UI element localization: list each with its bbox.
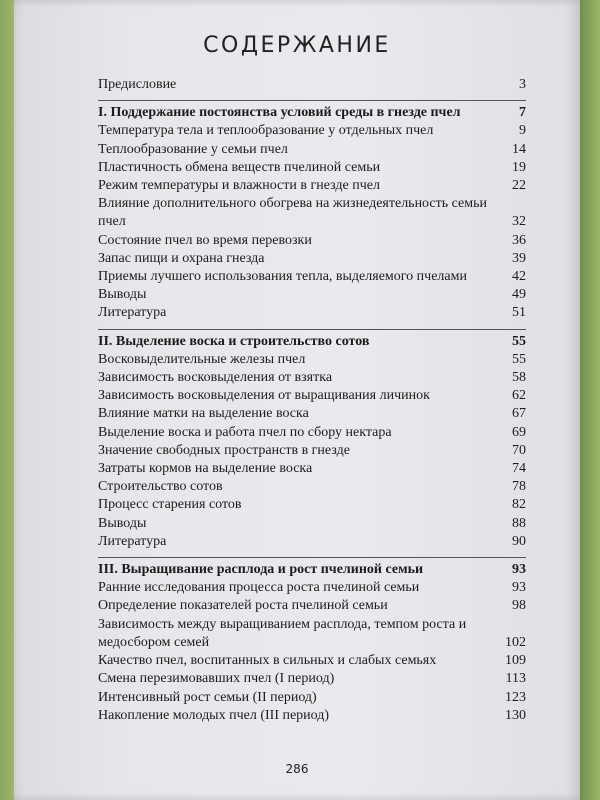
toc-entry-title: III. Выращивание расплода и рост пчелиной семьи bbox=[98, 562, 424, 578]
toc-entry-title: I. Поддержание постоянства условий среды в гнезде пчел bbox=[98, 105, 461, 121]
toc-entry-page: 51 bbox=[512, 305, 526, 321]
toc-entry bbox=[98, 387, 526, 405]
toc-entry-page: 39 bbox=[512, 250, 526, 266]
toc-entry bbox=[98, 159, 526, 177]
toc-entry-page: 70 bbox=[512, 442, 526, 458]
toc-entry-page: 67 bbox=[512, 406, 526, 422]
toc-entry-title: Определение показателей роста пчелиной семьи bbox=[98, 598, 388, 614]
toc-entry-page: 98 bbox=[512, 598, 526, 614]
toc-entry bbox=[98, 369, 526, 387]
toc-entry bbox=[98, 496, 526, 514]
toc-entry-page: 19 bbox=[512, 159, 526, 175]
toc-entry bbox=[98, 141, 526, 159]
toc-entry-title: Температура тела и теплообразование у отдельных пчел bbox=[98, 123, 434, 139]
toc-entry-page: 93 bbox=[512, 580, 526, 596]
toc-entry-title: Процесс старения сотов bbox=[98, 497, 242, 513]
toc-entry-title: Зависимость восковыделения от взятка bbox=[98, 370, 333, 386]
toc-entry bbox=[98, 405, 526, 423]
toc-entry bbox=[98, 177, 526, 195]
toc-entry-page: 42 bbox=[512, 269, 526, 285]
toc-entry-title: Состояние пчел во время перевозки bbox=[98, 232, 312, 248]
toc-entry bbox=[98, 122, 526, 140]
toc-entry bbox=[98, 304, 526, 322]
toc-entry bbox=[98, 286, 526, 304]
toc-entry-title: Приемы лучшего использования тепла, выделяемого пчелами bbox=[98, 269, 467, 285]
toc-entry-title: Строительство сотов bbox=[98, 479, 223, 495]
toc-entry-title: Смена перезимовавших пчел (I период) bbox=[98, 671, 335, 687]
toc-entry-page: 102 bbox=[505, 634, 526, 650]
toc-entry-page: 58 bbox=[512, 370, 526, 386]
toc-entry bbox=[98, 515, 526, 533]
toc-chapter-heading bbox=[98, 329, 526, 351]
toc-entry-title: Влияние дополнительного обогрева на жизнедеятельность семьи пчел bbox=[98, 196, 487, 230]
toc-entry-title: Литература bbox=[98, 533, 167, 549]
toc-entry-title: Выводы bbox=[98, 515, 147, 531]
toc-entry-title: II. Выделение воска и строительство сотов bbox=[98, 333, 370, 349]
toc-entry-page: 55 bbox=[512, 333, 526, 349]
toc-entry-title: Зависимость восковыделения от выращивания личинок bbox=[98, 388, 430, 404]
toc-entry-title: Затраты кормов на выделение воска bbox=[98, 461, 313, 477]
toc-entry bbox=[98, 689, 526, 707]
toc-entry bbox=[98, 195, 526, 231]
toc-entry-page: 123 bbox=[505, 689, 526, 705]
toc-entry bbox=[98, 250, 526, 268]
toc-entry-page: 32 bbox=[512, 214, 526, 230]
toc-entry-title: Предисловие bbox=[98, 77, 177, 92]
page-title: СОДЕРЖАНИЕ bbox=[203, 33, 391, 58]
toc-entry-page: 69 bbox=[512, 424, 526, 440]
toc-entry-page: 74 bbox=[512, 461, 526, 477]
toc-entry bbox=[98, 424, 526, 442]
toc-entry-title: Литература bbox=[98, 305, 167, 321]
toc-entry-title: Ранние исследования процесса роста пчелиной семьи bbox=[98, 580, 420, 596]
table-of-contents bbox=[98, 76, 526, 725]
toc-entry-page: 82 bbox=[512, 497, 526, 513]
toc-entry bbox=[98, 707, 526, 725]
toc-preface-entry bbox=[98, 76, 526, 94]
toc-entry bbox=[98, 652, 526, 670]
toc-entry bbox=[98, 579, 526, 597]
toc-entry-page: 9 bbox=[519, 123, 526, 139]
toc-entry-page: 49 bbox=[512, 287, 526, 303]
toc-entry-title: Выделение воска и работа пчел по сбору нектара bbox=[98, 424, 392, 440]
toc-entry-page: 130 bbox=[505, 707, 526, 723]
toc-entry bbox=[98, 597, 526, 615]
toc-entry bbox=[98, 268, 526, 286]
toc-entry-title: Выводы bbox=[98, 287, 147, 303]
toc-entry-title: Теплообразование у семьи пчел bbox=[98, 141, 288, 157]
toc-entry-page: 55 bbox=[512, 351, 526, 367]
toc-entry bbox=[98, 460, 526, 478]
toc-entry bbox=[98, 478, 526, 496]
toc-entry-title: Влияние матки на выделение воска bbox=[98, 406, 309, 422]
toc-entry-title: Восковыделительные железы пчел bbox=[98, 351, 306, 367]
toc-entry-page: 62 bbox=[512, 388, 526, 404]
toc-entry-title: Интенсивный рост семьи (II период) bbox=[98, 689, 317, 705]
toc-entry-page: 93 bbox=[512, 562, 526, 578]
toc-entry-page: 7 bbox=[519, 105, 526, 121]
toc-entry-title: Накопление молодых пчел (III период) bbox=[98, 707, 330, 723]
toc-entry-page: 113 bbox=[505, 671, 526, 687]
page-number: 286 bbox=[285, 762, 309, 776]
toc-entry bbox=[98, 442, 526, 460]
toc-entry-page: 90 bbox=[512, 533, 526, 549]
toc-entry-title: Режим температуры и влажности в гнезде пчел bbox=[98, 178, 380, 194]
toc-entry bbox=[98, 670, 526, 688]
toc-entry-title: Зависимость между выращиванием расплода, темпом роста и медосбором семей bbox=[98, 616, 467, 650]
toc-entry bbox=[98, 232, 526, 250]
toc-entry bbox=[98, 351, 526, 369]
toc-entry-title: Пластичность обмена веществ пчелиной семьи bbox=[98, 159, 381, 175]
toc-chapter-heading bbox=[98, 100, 526, 122]
toc-entry-page: 3 bbox=[519, 77, 526, 92]
toc-entry-page: 109 bbox=[505, 653, 526, 669]
toc-entry-title: Качество пчел, воспитанных в сильных и слабых семьях bbox=[98, 653, 437, 669]
book-cover-edge-left bbox=[0, 0, 14, 800]
toc-chapter-heading bbox=[98, 557, 526, 579]
toc-entry-page: 78 bbox=[512, 479, 526, 495]
toc-entry-page: 14 bbox=[512, 141, 526, 157]
toc-entry-title: Значение свободных пространств в гнезде bbox=[98, 442, 350, 458]
toc-entry-page: 88 bbox=[512, 515, 526, 531]
toc-entry-page: 22 bbox=[512, 178, 526, 194]
toc-entry-page: 36 bbox=[512, 232, 526, 248]
book-page bbox=[14, 0, 580, 800]
book-cover-edge-right bbox=[578, 0, 600, 800]
toc-entry-title: Запас пищи и охрана гнезда bbox=[98, 250, 265, 266]
toc-entry bbox=[98, 533, 526, 551]
toc-entry bbox=[98, 616, 526, 652]
